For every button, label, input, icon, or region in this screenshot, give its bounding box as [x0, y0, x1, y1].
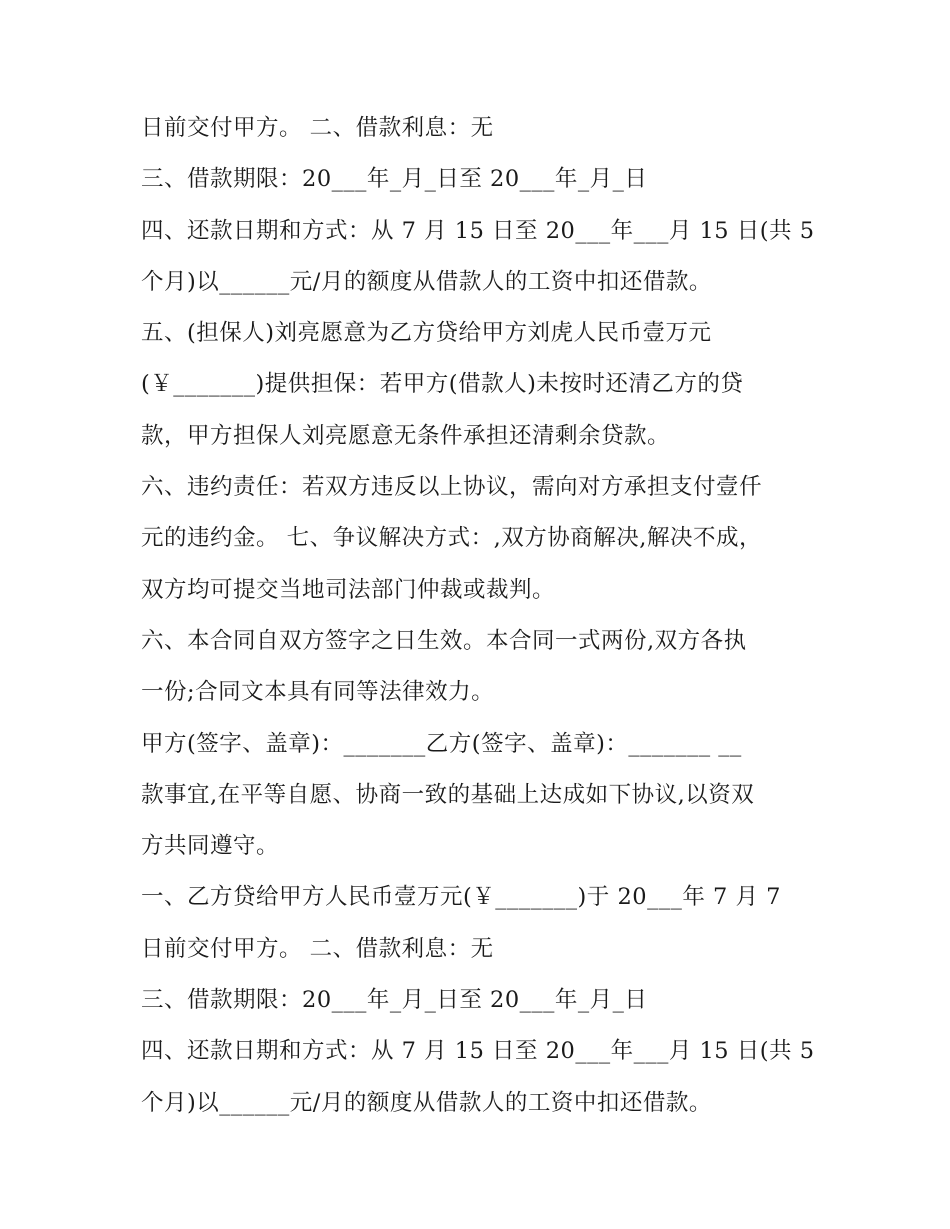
text-line: 款事宜,在平等自愿、协商一致的基础上达成如下协议,以资双	[141, 781, 755, 808]
text-line: 一份;合同文本具有同等法律效力。	[141, 679, 495, 706]
text-line: 日前交付甲方。 二、借款利息：无	[141, 115, 494, 141]
text-line: 一、乙方贷给甲方人民币壹万元(￥_______)于 20___年 7 月 7	[141, 884, 781, 911]
text-line: (￥_______)提供担保：若甲方(借款人)未按时还清乙方的贷	[141, 371, 744, 398]
text-line: 双方均可提交当地司法部门仲裁或裁判。	[141, 576, 556, 603]
text-line: 三、借款期限：20___年_月_日至 20___年_月_日	[141, 166, 648, 193]
text-line: 四、还款日期和方式：从 7 月 15 日至 20___年___月 15 日(共 5	[141, 217, 815, 244]
text-line: 元的违约金。 七、争议解决方式：,双方协商解决,解决不成，	[141, 525, 762, 552]
text-line: 四、还款日期和方式：从 7 月 15 日至 20___年___月 15 日(共 5	[141, 1038, 815, 1065]
text-line: 六、违约责任：若双方违反以上协议，需向对方承担支付壹仟	[141, 474, 763, 501]
text-line: 个月)以______元/月的额度从借款人的工资中扣还借款。	[141, 1089, 712, 1116]
text-line: 方共同遵守。	[141, 833, 280, 860]
text-line: 三、借款期限：20___年_月_日至 20___年_月_日	[141, 987, 648, 1014]
text-line: 个月)以______元/月的额度从借款人的工资中扣还借款。	[141, 268, 712, 295]
document-body	[141, 106, 821, 1132]
text-line: 五、(担保人)刘亮愿意为乙方贷给甲方刘虎人民币壹万元	[141, 320, 712, 347]
text-line: 六、本合同自双方签字之日生效。本合同一式两份,双方各执	[141, 627, 747, 654]
text-line: 款，甲方担保人刘亮愿意无条件承担还清剩余贷款。	[141, 422, 671, 449]
signature-line: 甲方(签字、盖章)：_______乙方(签字、盖章)：_______ __	[141, 730, 742, 757]
text-line: 日前交付甲方。 二、借款利息：无	[141, 935, 494, 962]
